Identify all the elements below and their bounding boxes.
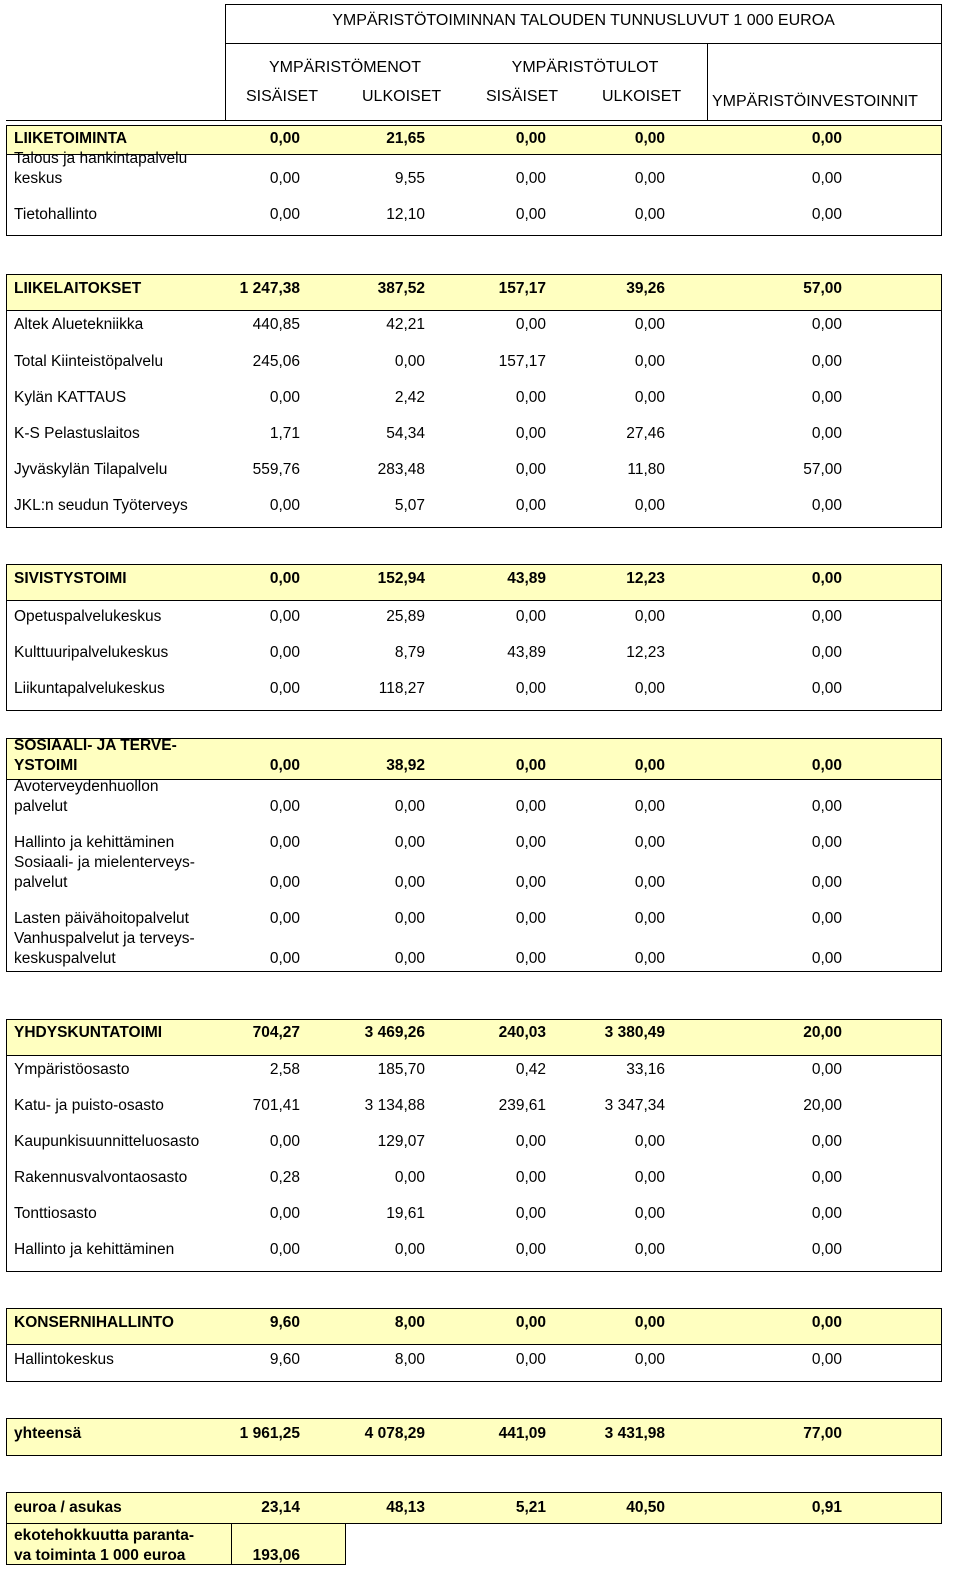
row-label: keskuspalvelut <box>14 950 116 967</box>
value-cell: 25,89 <box>386 608 425 625</box>
value-cell: 0,00 <box>634 910 665 927</box>
value-cell: 0,00 <box>811 644 842 661</box>
value-cell: 0,00 <box>811 798 842 815</box>
row-label: Kulttuuripalvelukeskus <box>14 644 169 661</box>
value-cell: 0,00 <box>634 1169 665 1186</box>
value-cell: 0,00 <box>515 206 546 223</box>
value-cell: 0,00 <box>269 570 300 587</box>
value-cell: 0,00 <box>811 874 842 891</box>
value-cell: 0,00 <box>811 353 842 370</box>
value-cell: 12,23 <box>626 570 665 587</box>
value-cell: 0,00 <box>269 130 300 147</box>
value-cell: 0,00 <box>634 1241 665 1258</box>
value-cell: 3 134,88 <box>364 1097 425 1114</box>
value-cell: 1 961,25 <box>239 1425 300 1442</box>
value-cell: 387,52 <box>377 280 425 297</box>
value-cell: 0,00 <box>515 1314 546 1331</box>
value-cell: 8,00 <box>394 1314 425 1331</box>
section-name: LIIKELAITOKSET <box>14 280 142 297</box>
row-label: Sosiaali- ja mielenterveys- <box>14 854 195 871</box>
value-cell: 0,42 <box>515 1061 546 1078</box>
value-cell: 0,00 <box>515 1133 546 1150</box>
value-cell: 0,00 <box>269 497 300 514</box>
value-cell: 0,00 <box>811 1133 842 1150</box>
value-cell: 0,00 <box>394 798 425 815</box>
row-label: Jyväskylän Tilapalvelu <box>14 461 168 478</box>
value-cell: 12,23 <box>626 644 665 661</box>
row-label: palvelut <box>14 798 68 815</box>
eco-label: ekotehokkuutta paranta- <box>14 1527 195 1544</box>
value-cell: 19,61 <box>386 1205 425 1222</box>
value-cell: 441,09 <box>498 1425 546 1442</box>
value-cell: 2,42 <box>394 389 425 406</box>
total-label: yhteensä <box>14 1425 82 1442</box>
row-label: Rakennusvalvontaosasto <box>14 1169 188 1186</box>
value-cell: 0,00 <box>634 316 665 333</box>
value-cell: 0,00 <box>269 910 300 927</box>
value-cell: 0,00 <box>811 130 842 147</box>
value-cell: 0,00 <box>394 950 425 967</box>
column-group-menot: YMPÄRISTÖMENOT <box>268 59 421 76</box>
value-cell: 157,17 <box>498 280 546 297</box>
value-cell: 42,21 <box>386 316 425 333</box>
value-cell: 8,79 <box>394 644 425 661</box>
value-cell: 0,00 <box>269 1133 300 1150</box>
value-cell: 21,65 <box>386 130 425 147</box>
row-label: JKL:n seudun Työterveys <box>14 497 188 514</box>
value-cell: 40,50 <box>626 1499 665 1516</box>
value-cell: 0,00 <box>515 608 546 625</box>
column-header-sisaiset: SISÄISET <box>486 88 559 105</box>
value-cell: 57,00 <box>803 280 842 297</box>
value-cell: 33,16 <box>626 1061 665 1078</box>
value-cell: 9,60 <box>269 1351 300 1368</box>
value-cell: 5,21 <box>515 1499 546 1516</box>
value-cell: 0,00 <box>634 757 665 774</box>
value-cell: 20,00 <box>803 1097 842 1114</box>
value-cell: 0,00 <box>515 425 546 442</box>
value-cell: 283,48 <box>377 461 425 478</box>
value-cell: 27,46 <box>626 425 665 442</box>
value-cell: 48,13 <box>386 1499 425 1516</box>
value-cell: 0,00 <box>811 834 842 851</box>
value-cell: 0,00 <box>634 206 665 223</box>
value-cell: 0,00 <box>634 170 665 187</box>
value-cell: 0,00 <box>634 353 665 370</box>
row-label: Kylän KATTAUS <box>14 389 127 406</box>
value-cell: 118,27 <box>378 680 425 697</box>
value-cell: 0,00 <box>811 206 842 223</box>
section-name: SIVISTYSTOIMI <box>14 570 127 587</box>
row-label: Kaupunkisuunnitteluosasto <box>14 1133 200 1150</box>
value-cell: 0,00 <box>269 644 300 661</box>
column-header-investoinnit: YMPÄRISTÖINVESTOINNIT <box>712 93 918 110</box>
eco-value: 193,06 <box>252 1547 300 1564</box>
value-cell: 23,14 <box>261 1499 300 1516</box>
value-cell: 157,17 <box>498 353 546 370</box>
value-cell: 0,00 <box>394 1241 425 1258</box>
value-cell: 8,00 <box>394 1351 425 1368</box>
row-label: Liikuntapalvelukeskus <box>14 680 165 697</box>
value-cell: 0,00 <box>515 910 546 927</box>
value-cell: 0,00 <box>634 1351 665 1368</box>
value-cell: 0,00 <box>634 130 665 147</box>
column-group-tulot: YMPÄRISTÖTULOT <box>511 59 659 76</box>
row-label: Vanhuspalvelut ja terveys- <box>14 930 195 947</box>
column-header-ulkoiset: ULKOISET <box>602 88 682 105</box>
value-cell: 9,55 <box>394 170 425 187</box>
value-cell: 0,00 <box>515 1205 546 1222</box>
value-cell: 0,00 <box>515 757 546 774</box>
value-cell: 3 431,98 <box>604 1425 665 1442</box>
value-cell: 0,00 <box>634 874 665 891</box>
value-cell: 39,26 <box>626 280 665 297</box>
value-cell: 0,00 <box>634 1314 665 1331</box>
value-cell: 0,00 <box>634 389 665 406</box>
value-cell: 0,91 <box>811 1499 842 1516</box>
value-cell: 0,00 <box>515 316 546 333</box>
row-label: Tonttiosasto <box>14 1205 97 1222</box>
column-header-ulkoiset: ULKOISET <box>362 88 442 105</box>
value-cell: 0,00 <box>269 834 300 851</box>
value-cell: 57,00 <box>803 461 842 478</box>
row-label: Hallinto ja kehittäminen <box>14 834 175 851</box>
value-cell: 0,00 <box>515 798 546 815</box>
row-label: Avoterveydenhuollon <box>14 778 159 795</box>
value-cell: 0,00 <box>811 1061 842 1078</box>
value-cell: 0,00 <box>269 874 300 891</box>
value-cell: 0,00 <box>394 1169 425 1186</box>
value-cell: 43,89 <box>507 644 546 661</box>
value-cell: 0,00 <box>811 1169 842 1186</box>
value-cell: 0,00 <box>811 1314 842 1331</box>
row-label: Total Kiinteistöpalvelu <box>14 353 164 370</box>
row-label: Opetuspalvelukeskus <box>14 608 162 625</box>
value-cell: 704,27 <box>252 1024 300 1041</box>
value-cell: 0,00 <box>811 1241 842 1258</box>
value-cell: 38,92 <box>386 757 425 774</box>
eco-label: va toiminta 1 000 euroa <box>14 1547 186 1564</box>
value-cell: 0,00 <box>269 798 300 815</box>
row-label: palvelut <box>14 874 68 891</box>
value-cell: 0,00 <box>634 950 665 967</box>
section-name: KONSERNIHALLINTO <box>14 1314 174 1331</box>
value-cell: 245,06 <box>252 353 300 370</box>
value-cell: 701,41 <box>252 1097 300 1114</box>
value-cell: 0,00 <box>811 570 842 587</box>
value-cell: 1 247,38 <box>239 280 300 297</box>
value-cell: 3 347,34 <box>604 1097 665 1114</box>
value-cell: 0,00 <box>515 1351 546 1368</box>
value-cell: 0,00 <box>811 1351 842 1368</box>
value-cell: 0,00 <box>515 680 546 697</box>
value-cell: 20,00 <box>803 1024 842 1041</box>
value-cell: 0,00 <box>811 425 842 442</box>
page-title: YMPÄRISTÖTOIMINNAN TALOUDEN TUNNUSLUVUT 1 000 EUROA <box>332 12 835 29</box>
value-cell: 0,00 <box>811 1205 842 1222</box>
value-cell: 0,28 <box>269 1169 300 1186</box>
value-cell: 11,80 <box>627 461 665 478</box>
value-cell: 0,00 <box>811 910 842 927</box>
row-label: Lasten päivähoitopalvelut <box>14 910 189 927</box>
value-cell: 152,94 <box>377 570 425 587</box>
value-cell: 0,00 <box>515 497 546 514</box>
row-label: Hallintokeskus <box>14 1351 114 1368</box>
value-cell: 0,00 <box>634 608 665 625</box>
row-label: keskus <box>14 170 63 187</box>
value-cell: 0,00 <box>515 130 546 147</box>
value-cell: 559,76 <box>252 461 300 478</box>
value-cell: 0,00 <box>269 170 300 187</box>
value-cell: 0,00 <box>811 608 842 625</box>
section-name: YHDYSKUNTATOIMI <box>14 1024 163 1041</box>
value-cell: 43,89 <box>507 570 546 587</box>
value-cell: 9,60 <box>269 1314 300 1331</box>
value-cell: 0,00 <box>634 497 665 514</box>
value-cell: 0,00 <box>269 950 300 967</box>
value-cell: 0,00 <box>811 316 842 333</box>
value-cell: 0,00 <box>394 874 425 891</box>
row-label: Hallinto ja kehittäminen <box>14 1241 175 1258</box>
value-cell: 1,71 <box>269 425 300 442</box>
value-cell: 0,00 <box>515 1169 546 1186</box>
row-label: Katu- ja puisto-osasto <box>14 1097 164 1114</box>
value-cell: 0,00 <box>634 834 665 851</box>
value-cell: 0,00 <box>515 389 546 406</box>
value-cell: 0,00 <box>515 834 546 851</box>
value-cell: 440,85 <box>252 316 300 333</box>
value-cell: 3 380,49 <box>604 1024 665 1041</box>
value-cell: 0,00 <box>634 1133 665 1150</box>
value-cell: 0,00 <box>269 1241 300 1258</box>
value-cell: 0,00 <box>269 206 300 223</box>
value-cell: 239,61 <box>498 1097 546 1114</box>
value-cell: 0,00 <box>515 1241 546 1258</box>
header-bottom-rule <box>6 120 942 121</box>
value-cell: 0,00 <box>811 757 842 774</box>
row-label: Ympäristöosasto <box>14 1061 130 1078</box>
value-cell: 129,07 <box>377 1133 425 1150</box>
value-cell: 5,07 <box>394 497 425 514</box>
value-cell: 0,00 <box>811 389 842 406</box>
value-cell: 0,00 <box>811 680 842 697</box>
value-cell: 0,00 <box>634 1205 665 1222</box>
per-resident-label: euroa / asukas <box>14 1499 122 1516</box>
value-cell: 2,58 <box>269 1061 300 1078</box>
header-divider <box>707 43 708 121</box>
value-cell: 0,00 <box>269 757 300 774</box>
section-name: SOSIAALI- JA TERVE- <box>14 737 177 754</box>
value-cell: 0,00 <box>811 170 842 187</box>
value-cell: 3 469,26 <box>364 1024 425 1041</box>
value-cell: 0,00 <box>634 680 665 697</box>
section-name: LIIKETOIMINTA <box>14 130 128 147</box>
value-cell: 0,00 <box>515 170 546 187</box>
value-cell: 0,00 <box>515 461 546 478</box>
value-cell: 0,00 <box>269 680 300 697</box>
section-name: YSTOIMI <box>14 757 78 774</box>
value-cell: 0,00 <box>515 874 546 891</box>
value-cell: 0,00 <box>269 1205 300 1222</box>
value-cell: 0,00 <box>394 353 425 370</box>
value-cell: 77,00 <box>803 1425 842 1442</box>
value-cell: 0,00 <box>394 834 425 851</box>
row-label: K-S Pelastuslaitos <box>14 425 140 442</box>
value-cell: 0,00 <box>811 497 842 514</box>
value-cell: 240,03 <box>498 1024 546 1041</box>
value-cell: 4 078,29 <box>364 1425 425 1442</box>
value-cell: 0,00 <box>515 950 546 967</box>
row-label: Altek Aluetekniikka <box>14 316 144 333</box>
value-cell: 185,70 <box>377 1061 425 1078</box>
row-label: Talous ja hankintapalvelu <box>14 150 188 167</box>
value-cell: 0,00 <box>269 608 300 625</box>
value-cell: 54,34 <box>386 425 425 442</box>
row-label: Tietohallinto <box>14 206 98 223</box>
value-cell: 0,00 <box>811 950 842 967</box>
value-cell: 0,00 <box>634 798 665 815</box>
value-cell: 12,10 <box>386 206 425 223</box>
value-cell: 0,00 <box>394 910 425 927</box>
column-header-sisaiset: SISÄISET <box>246 88 319 105</box>
value-cell: 0,00 <box>269 389 300 406</box>
